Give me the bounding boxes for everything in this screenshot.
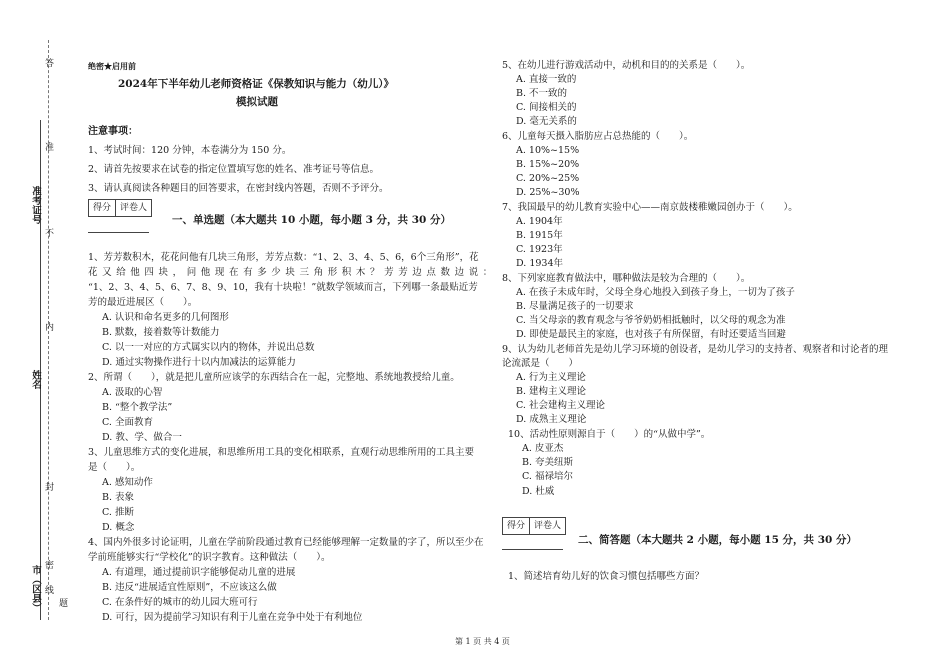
reviewer-label: 评卷人: [120, 203, 148, 213]
question-stem: 3、儿童思维方式的变化进展，和思维所用工具的变化相联系，直观行动思维所用的工具主要: [88, 447, 475, 458]
answer-option: D. 通过实物操作进行十以内加减法的运算能力: [102, 357, 296, 368]
seal-char-da: 答: [43, 58, 53, 67]
answer-option: D. 可行，因为提前学习知识有利于儿童在竞争中处于有利地位: [102, 612, 363, 623]
answer-option: A. 认识和命名更多的几何图形: [102, 312, 229, 323]
seal-char-xian: 线: [43, 585, 53, 594]
secret-label: 绝密★启用前: [88, 61, 136, 71]
answer-option: C. 1923年: [516, 244, 563, 255]
question-stem: 是（ ）。: [88, 462, 141, 473]
answer-option: D. 毫无关系的: [516, 116, 577, 127]
answer-option: A. 直接一致的: [516, 74, 577, 85]
answer-option: D. 杜威: [522, 486, 555, 497]
answer-option: D. 即使是最民主的家庭，也对孩子有所保留，有时还要适当回避: [516, 329, 786, 340]
answer-option: A. 皮亚杰: [522, 443, 564, 454]
answer-option: B. 夸美纽斯: [522, 457, 574, 468]
answer-option: B. 默数，接着数等计数能力: [102, 327, 220, 338]
answer-option: C. 在条件好的城市的幼儿园大班可行: [102, 597, 258, 608]
answer-option: B. 1915年: [516, 230, 563, 241]
answer-option: D. 概念: [102, 522, 135, 533]
notice-item: 2、请首先按要求在试卷的指定位置填写您的姓名、准考证号等信息。: [88, 164, 380, 175]
score-label: 得分: [89, 200, 116, 216]
seal-char-zhun: 准: [43, 142, 53, 151]
answer-option: B. 不一致的: [516, 88, 568, 99]
name-label: 姓名: [30, 370, 41, 389]
answer-option: A. 汲取的心智: [102, 387, 163, 398]
answer-option: B. “整个教学法”: [102, 402, 173, 413]
page-number: 第 1 页 共 4 页: [455, 637, 510, 646]
question-stem: 1、芳芳数积木，花花问他有几块三角形，芳芳点数：“1、2、3、4、5、6，6个三角形”，花: [88, 252, 479, 263]
answer-option: A. 感知动作: [102, 477, 153, 488]
page-title: 2024年下半年幼儿老师资格证《保教知识与能力（幼儿）》: [118, 78, 394, 90]
answer-option: C. 推断: [102, 507, 134, 518]
notice-item: 3、请认真阅读各种题目的回答要求，在密封线内答题，否则不予评分。: [88, 183, 389, 194]
score-box: [88, 199, 152, 217]
answer-option: B. 表象: [102, 492, 135, 503]
answer-option: C. 福禄培尔: [522, 471, 573, 482]
notice-item: 1、考试时间：120 分钟，本卷满分为 150 分。: [88, 145, 292, 156]
score-box: [502, 517, 566, 535]
answer-option: B. 15%~20%: [516, 159, 580, 170]
answer-option: B. 建构主义理论: [516, 386, 587, 397]
question-stem: 花又给他四块，问他现在有多少块三角形积木？芳芳边点数边说：: [88, 267, 497, 278]
seal-char-nei: 内: [43, 322, 53, 331]
question-stem: 学前班能够实行“学校化”的识字教育。这种做法（ ）。: [88, 552, 331, 563]
score-label: 得分: [503, 518, 530, 534]
seal-char-ti: 题: [57, 598, 67, 607]
answer-option: A. 有道理，通过提前识字能够促动儿童的进展: [102, 567, 296, 578]
question-stem: 1、简述培育幼儿好的饮食习惯包括哪些方面？: [508, 571, 705, 582]
answer-option: B. 违反“进展适宜性原则”，不应该这么做: [102, 582, 277, 593]
answer-option: D. 教、学、做合一: [102, 432, 182, 443]
section1-title: 一、单选题（本大题共 10 小题，每小题 3 分，共 30 分）: [172, 214, 451, 226]
section2-title: 二、简答题（本大题共 2 小题，每小题 15 分，共 30 分）: [578, 534, 857, 546]
question-stem: 5、在幼儿进行游戏活动中，动机和目的的关系是（ ）。: [502, 60, 751, 71]
question-stem: 4、国内外很多讨论证明，儿童在学前阶段通过教育已经能够理解一定数量的字了，所以至少在: [88, 537, 484, 548]
page-subtitle: 模拟试题: [236, 96, 278, 108]
score-underline: [88, 232, 149, 233]
answer-option: A. 10%~15%: [516, 145, 580, 156]
seal-char-feng: 封: [43, 482, 53, 491]
question-stem: 7、我国最早的幼儿教育实验中心——南京鼓楼稚嫩园创办于（ ）。: [502, 202, 798, 213]
question-stem: 论流派是（ ）: [502, 358, 579, 369]
district-label: 市（区县）: [30, 565, 41, 613]
seal-char-bu: 不: [43, 228, 53, 237]
question-stem: 8、下列家庭教育做法中，哪种做法是较为合理的（ ）。: [502, 273, 751, 284]
answer-option: A. 1904年: [516, 216, 563, 227]
question-stem: 9、认为幼儿老师首先是幼儿学习环境的创设者，是幼儿学习的支持者、观察者和讨论者的理: [502, 344, 889, 355]
answer-option: D. 1934年: [516, 258, 563, 269]
answer-option: A. 行为主义理论: [516, 372, 586, 383]
exam-number-label: 准考证号: [30, 186, 41, 224]
seal-char-mi: 密: [43, 560, 53, 569]
answer-option: C. 全面教育: [102, 417, 153, 428]
answer-option: D. 25%~30%: [516, 187, 580, 198]
answer-option: D. 成熟主义理论: [516, 414, 587, 425]
answer-option: A. 在孩子未成年时，父母全身心地投入到孩子身上，一切为了孩子: [516, 287, 795, 298]
answer-option: C. 20%~25%: [516, 173, 580, 184]
score-underline: [502, 549, 563, 550]
notice-heading: 注意事项：: [88, 126, 138, 137]
question-stem: 芳的最近进展区（ ）。: [88, 297, 198, 308]
question-stem: 6、儿童每天摄入脂肪应占总热能的（ ）。: [502, 131, 694, 142]
answer-option: C. 间接相关的: [516, 102, 577, 113]
question-stem: 2、所谓（ ），就是把儿童所应该学的东西结合在一起，完整地、系统地教授给儿童。: [88, 372, 460, 383]
reviewer-label: 评卷人: [534, 521, 562, 531]
answer-option: C. 当父母亲的教育观念与爷爷奶奶相抵触时，以父母的观念为准: [516, 315, 786, 326]
question-stem: 10、活动性原则源自于（ ）的“从做中学”。: [508, 429, 711, 440]
question-stem: “1、2、3、4、5、6、7、8、9、10，我有十块啦！”就数学领域而言，下列哪一条最贴近芳: [88, 282, 478, 293]
answer-option: B. 尽量满足孩子的一切要求: [516, 301, 634, 312]
answer-option: C. 社会建构主义理论: [516, 400, 605, 411]
answer-option: C. 以一一对应的方式属实以内的物体，并说出总数: [102, 342, 315, 353]
